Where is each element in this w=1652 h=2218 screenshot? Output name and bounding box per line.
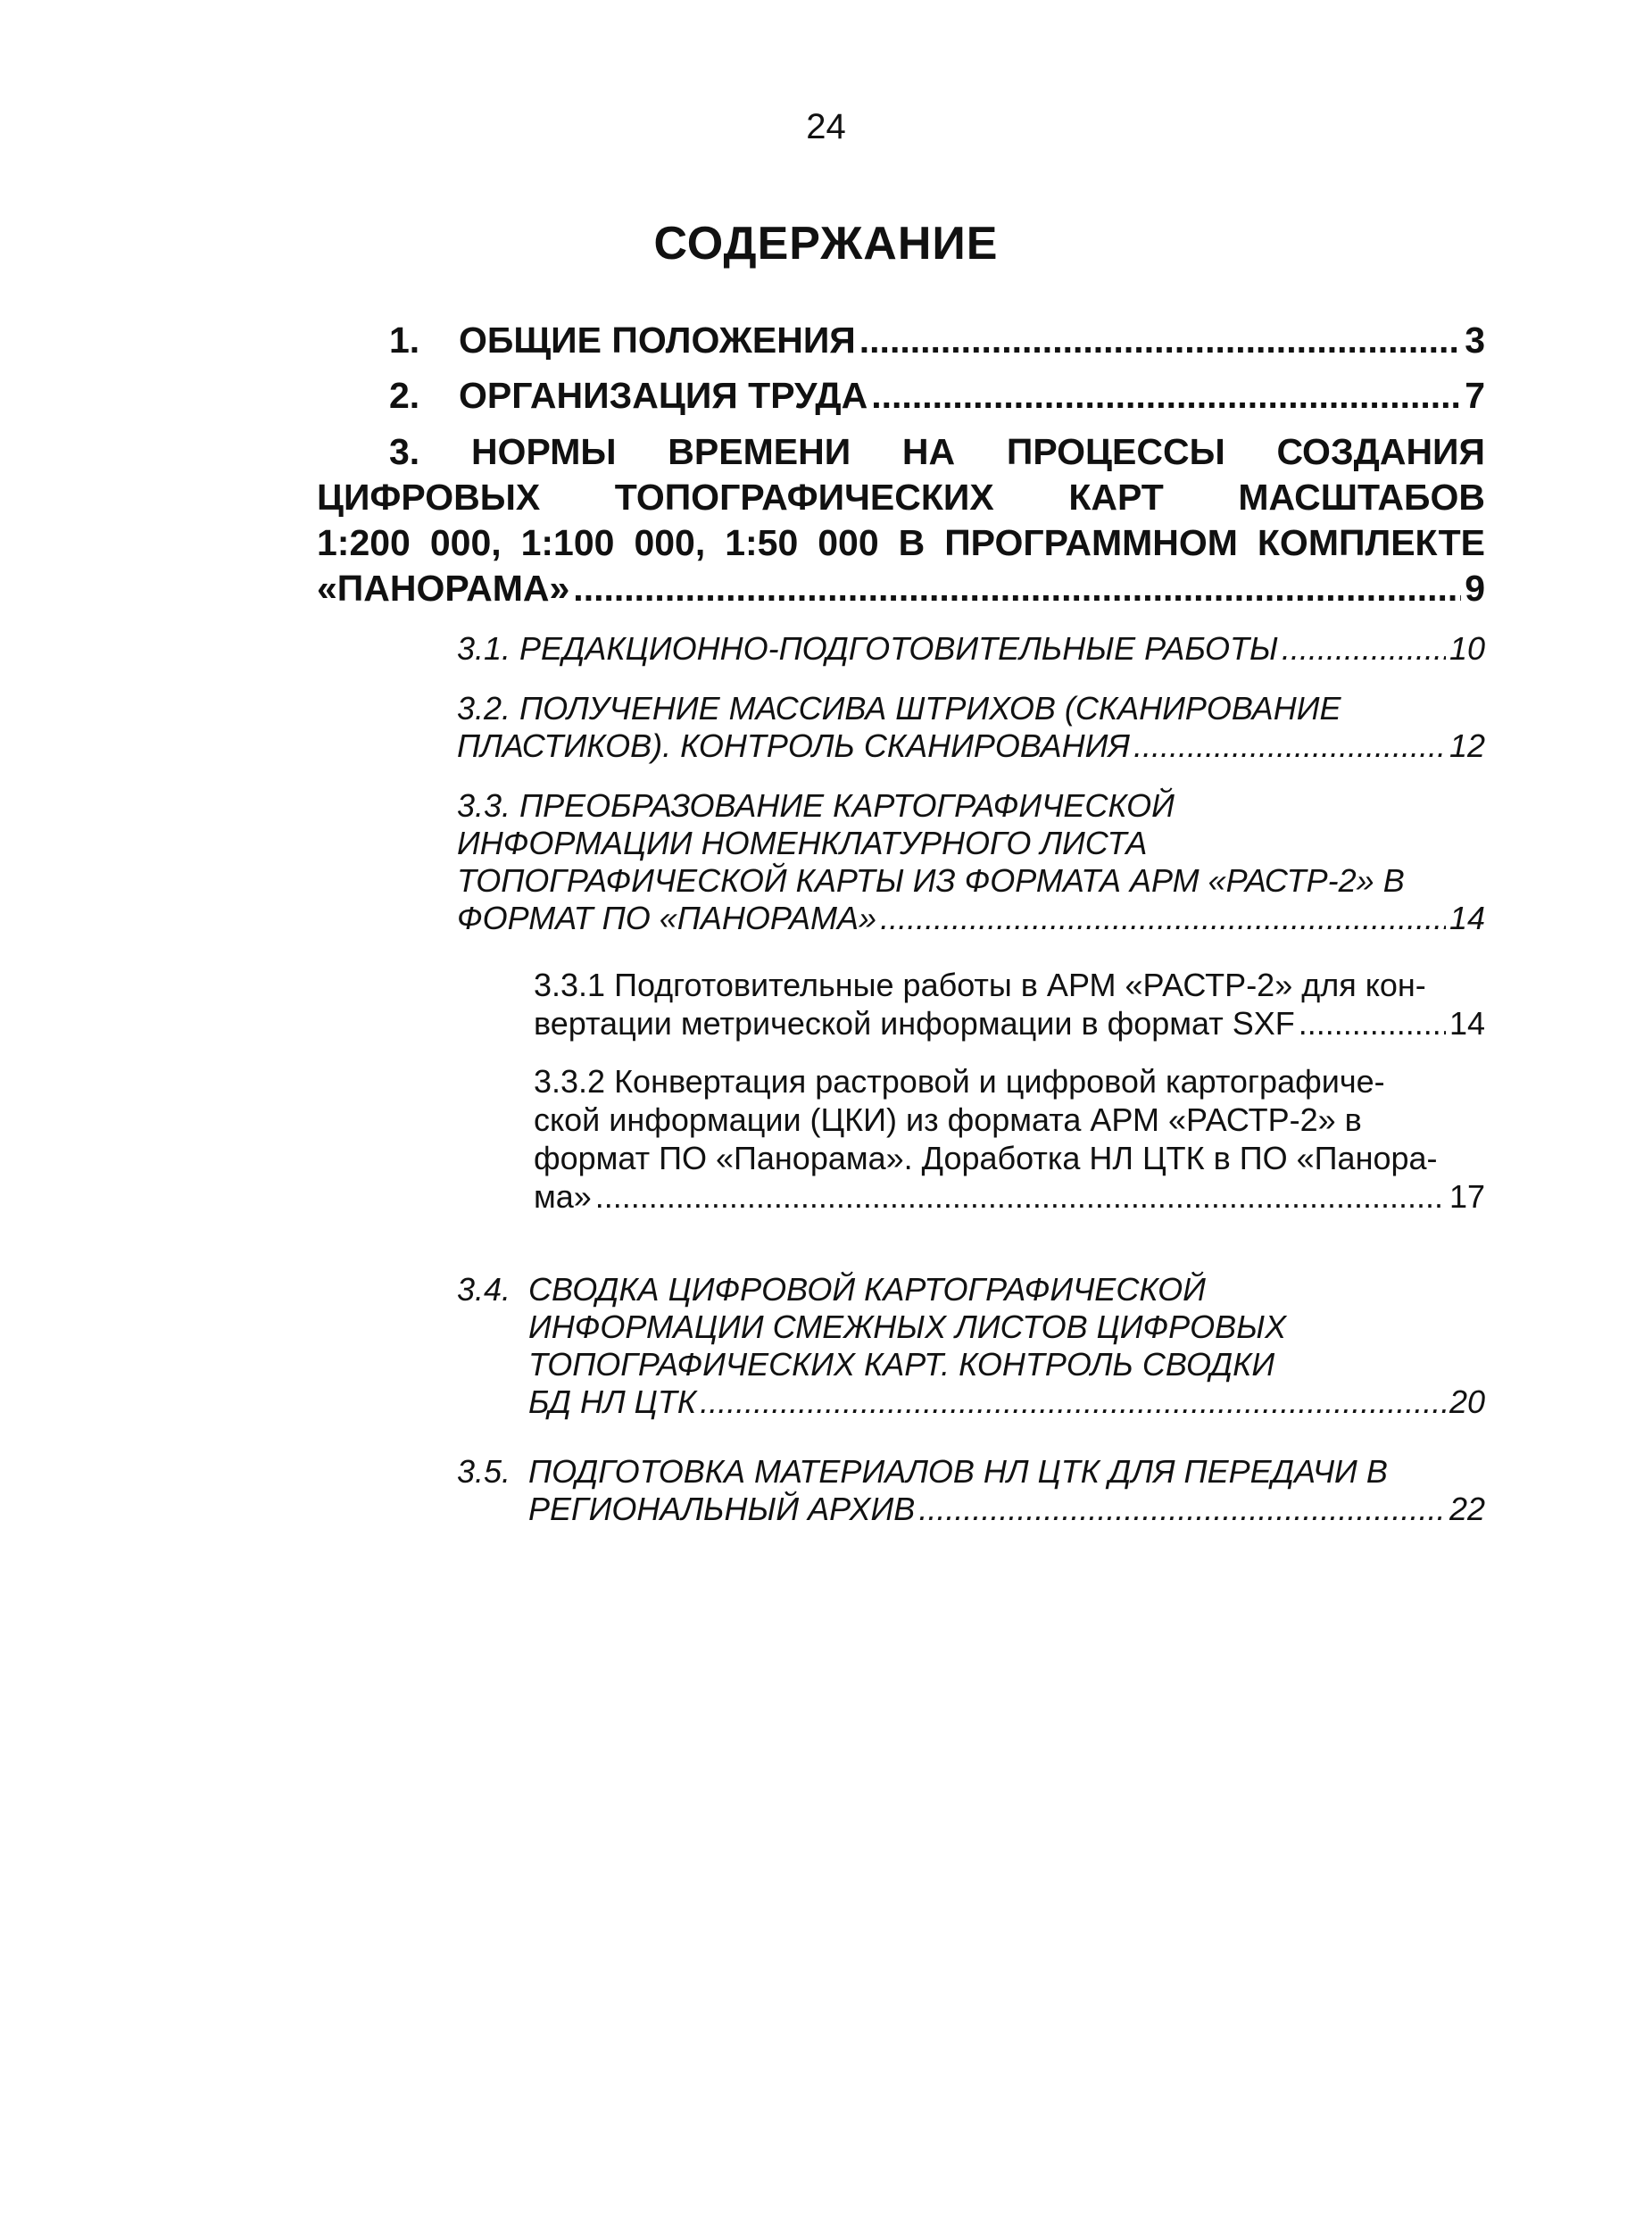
toc-entry-title: ОРГАНИЗАЦИЯ ТРУДА [459,375,868,416]
dot-leader [918,1491,1446,1528]
dot-leader [871,373,1461,419]
toc-page-number: 3 [1465,320,1485,361]
toc-entry-1[interactable] [389,318,1485,363]
toc-entry-title-line: СВОДКА ЦИФРОВОЙ КАРТОГРАФИЧЕСКОЙ [528,1271,1206,1308]
toc-entry-3-3-1[interactable] [534,966,1485,1043]
toc-entry-title-line: формат ПО «Панорама». Доработка НЛ ЦТК в ПО «Панора- [534,1140,1438,1176]
toc-entry-title-line: ПОДГОТОВКА МАТЕРИАЛОВ НЛ ЦТК ДЛЯ ПЕРЕДАЧИ В [528,1453,1388,1490]
dot-leader [859,318,1461,363]
page-number: 24 [806,107,846,146]
dot-leader [1282,630,1446,668]
toc-entry-title-line: ПЛАСТИКОВ). КОНТРОЛЬ СКАНИРОВАНИЯ [457,727,1130,764]
toc-entry-3-1[interactable] [457,630,1485,668]
toc-page-number: 10 [1449,630,1485,667]
toc-page-number: 22 [1449,1491,1485,1527]
toc-entry-title-line: 3. НОРМЫ ВРЕМЕНИ НА ПРОЦЕССЫ СОЗДАНИЯ [389,431,1485,472]
dot-leader [1299,1004,1446,1043]
toc-page-number: 17 [1449,1178,1485,1215]
dot-leader [700,1383,1446,1421]
toc-title: СОДЕРЖАНИЕ [653,218,999,270]
toc-entry-3-3[interactable] [457,787,1485,937]
toc-page-number: 12 [1449,727,1485,764]
toc-entry-3-3-2[interactable] [534,1062,1485,1216]
toc-entry-number: 3.5. [457,1453,511,1490]
toc-entry-title-line: ТОПОГРАФИЧЕСКОЙ КАРТЫ ИЗ ФОРМАТА АРМ «РАСТР-2» В [457,862,1405,899]
toc-entry-title-line: 3.3.1 Подготовительные работы в АРМ «РАСТР-2» для кон- [534,967,1426,1003]
toc-entry-title-line: 3.2. ПОЛУЧЕНИЕ МАССИВА ШТРИХОВ (СКАНИРОВАНИЕ [457,690,1341,727]
toc-entry-title-line: ИНФОРМАЦИИ СМЕЖНЫХ ЛИСТОВ ЦИФРОВЫХ [528,1308,1287,1345]
toc-entry-title-line: 3.3.2 Конвертация растровой и цифровой картографиче- [534,1063,1385,1100]
toc-entry-title: ОБЩИЕ ПОЛОЖЕНИЯ [459,320,856,361]
toc-entry-title-line: РЕГИОНАЛЬНЫЙ АРХИВ [528,1491,916,1527]
dot-leader [595,1177,1446,1216]
toc-entry-title-line: «ПАНОРАМА» [317,568,570,609]
toc-entry-title-line: БД НЛ ЦТК [528,1383,697,1420]
toc-entry-title-line: ской информации (ЦКИ) из формата АРМ «РАСТР-2» в [534,1101,1362,1138]
toc-entry-number: 2. [389,375,420,416]
dot-leader [1133,727,1446,765]
dot-leader [573,566,1461,611]
toc-entry-title-line: ФОРМАТ ПО «ПАНОРАМА» [457,900,877,936]
toc-entry-title-line: ИНФОРМАЦИИ НОМЕНКЛАТУРНОГО ЛИСТА [457,825,1148,861]
toc-entry-3-4[interactable] [457,1271,1485,1421]
toc-page-number: 9 [1465,568,1485,609]
toc-entry-3-5[interactable] [457,1453,1485,1528]
toc-entry-title: 3.1. РЕДАКЦИОННО-ПОДГОТОВИТЕЛЬНЫЕ РАБОТЫ [457,630,1278,667]
dot-leader [880,900,1446,937]
toc-entry-number: 1. [389,320,420,361]
toc-entry-number: 3.4. [457,1271,511,1308]
toc-page-number: 20 [1449,1383,1485,1420]
toc-entry-3[interactable] [317,429,1485,611]
toc-entry-title-line: вертации метрической информации в формат SXF [534,1005,1295,1042]
toc-page-number: 14 [1449,1005,1485,1042]
toc-page-number: 7 [1465,375,1485,416]
toc-entry-title-line: ТОПОГРАФИЧЕСКИХ КАРТ. КОНТРОЛЬ СВОДКИ [528,1346,1275,1383]
toc-entry-title-line: ма» [534,1178,592,1215]
toc-entry-2[interactable] [389,373,1485,419]
toc-entry-3-2[interactable] [457,690,1485,765]
toc-entry-title-line: ЦИФРОВЫХ ТОПОГРАФИЧЕСКИХ КАРТ МАСШТАБОВ [317,477,1485,518]
toc-page-number: 14 [1449,900,1485,936]
toc-entry-title-line: 3.3. ПРЕОБРАЗОВАНИЕ КАРТОГРАФИЧЕСКОЙ [457,787,1175,824]
toc-entry-title-line: 1:200 000, 1:100 000, 1:50 000 В ПРОГРАММНОМ КОМПЛЕКТЕ [317,522,1485,563]
